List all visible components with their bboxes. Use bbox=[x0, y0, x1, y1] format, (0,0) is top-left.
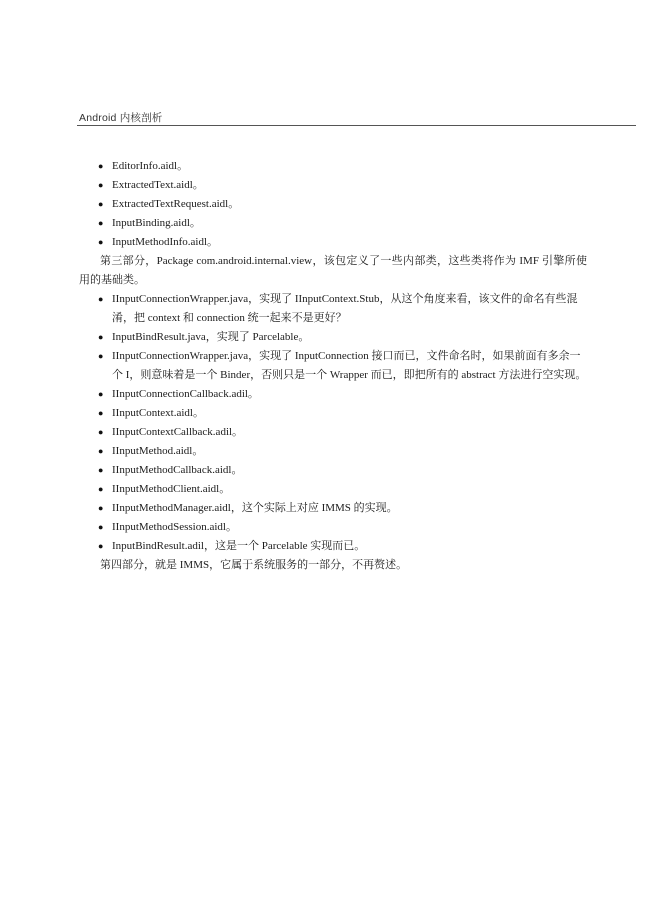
bullet-icon: ● bbox=[98, 294, 104, 304]
list-item-text: IInputConnectionWrapper.java，实现了 InputConnection 接口而已，文件命名时，如果前面有多余一个 I，则意味着是一个 Binder，否则只是一个 Wrapper 而已，即把所有的 abstract 方法进行空实现。 bbox=[112, 350, 587, 381]
list-item bbox=[79, 499, 587, 518]
list-item-text: IInputContextCallback.adil。 bbox=[112, 426, 244, 438]
list-item-text: ExtractedTextRequest.aidl。 bbox=[112, 198, 240, 210]
list-item bbox=[79, 157, 587, 176]
paragraph-part-four: 第四部分，就是 IMMS，它属于系统服务的一部分，不再赘述。 bbox=[100, 559, 408, 571]
list-item bbox=[79, 233, 587, 252]
bullet-icon: ● bbox=[98, 484, 104, 494]
bullet-icon: ● bbox=[98, 161, 104, 171]
running-header: Android 内核剖析 bbox=[79, 112, 163, 124]
list-item bbox=[79, 328, 587, 347]
list-item bbox=[79, 480, 587, 499]
list-item bbox=[79, 385, 587, 404]
list-item-text: IInputMethodSession.aidl。 bbox=[112, 521, 237, 533]
bullet-icon: ● bbox=[98, 199, 104, 209]
bullet-icon: ● bbox=[98, 427, 104, 437]
bullet-icon: ● bbox=[98, 522, 104, 532]
list-item bbox=[79, 404, 587, 423]
body-content bbox=[79, 157, 587, 575]
bullet-icon: ● bbox=[98, 180, 104, 190]
list-item bbox=[79, 423, 587, 442]
list-item-text: InputBindResult.java，实现了 Parcelable。 bbox=[112, 331, 310, 343]
list-item-text: InputBinding.aidl。 bbox=[112, 217, 201, 229]
list-item bbox=[79, 214, 587, 233]
bullet-icon: ● bbox=[98, 351, 104, 361]
list-item-text: IInputMethod.aidl。 bbox=[112, 445, 204, 457]
list-item-text: ExtractedText.aidl。 bbox=[112, 179, 204, 191]
list-item-text: EditorInfo.aidl。 bbox=[112, 160, 189, 172]
bullet-list-1 bbox=[79, 157, 587, 252]
list-item bbox=[79, 176, 587, 195]
bullet-icon: ● bbox=[98, 408, 104, 418]
bullet-icon: ● bbox=[98, 503, 104, 513]
bullet-list-2 bbox=[79, 290, 587, 556]
list-item-text: InputBindResult.adil，这是一个 Parcelable 实现而已。 bbox=[112, 540, 366, 552]
list-item bbox=[79, 537, 587, 556]
list-item-text: IInputMethodManager.aidl，这个实际上对应 IMMS 的实现。 bbox=[112, 502, 398, 514]
bullet-icon: ● bbox=[98, 389, 104, 399]
paragraph-part-three: 第三部分，Package com.android.internal.view，该包定义了一些内部类，这些类将作为 IMF 引擎所使用的基础类。 bbox=[79, 255, 587, 286]
list-item bbox=[79, 347, 587, 385]
list-item-text: IInputConnectionCallback.adil。 bbox=[112, 388, 259, 400]
list-item-text: InputMethodInfo.aidl。 bbox=[112, 236, 219, 248]
list-item-text: IInputContext.aidl。 bbox=[112, 407, 204, 419]
list-item-text: IInputMethodClient.aidl。 bbox=[112, 483, 231, 495]
bullet-icon: ● bbox=[98, 218, 104, 228]
list-item-text: IInputConnectionWrapper.java，实现了 IInputContext.Stub，从这个角度来看，该文件的命名有些混淆，把 context 和 connection 统一起来不是更好？ bbox=[112, 293, 578, 324]
list-item bbox=[79, 518, 587, 537]
bullet-icon: ● bbox=[98, 446, 104, 456]
list-item bbox=[79, 195, 587, 214]
bullet-icon: ● bbox=[98, 465, 104, 475]
list-item bbox=[79, 461, 587, 480]
header-rule bbox=[77, 125, 636, 126]
bullet-icon: ● bbox=[98, 332, 104, 342]
bullet-icon: ● bbox=[98, 237, 104, 247]
list-item bbox=[79, 442, 587, 461]
list-item bbox=[79, 290, 587, 328]
bullet-icon: ● bbox=[98, 541, 104, 551]
list-item-text: IInputMethodCallback.aidl。 bbox=[112, 464, 243, 476]
